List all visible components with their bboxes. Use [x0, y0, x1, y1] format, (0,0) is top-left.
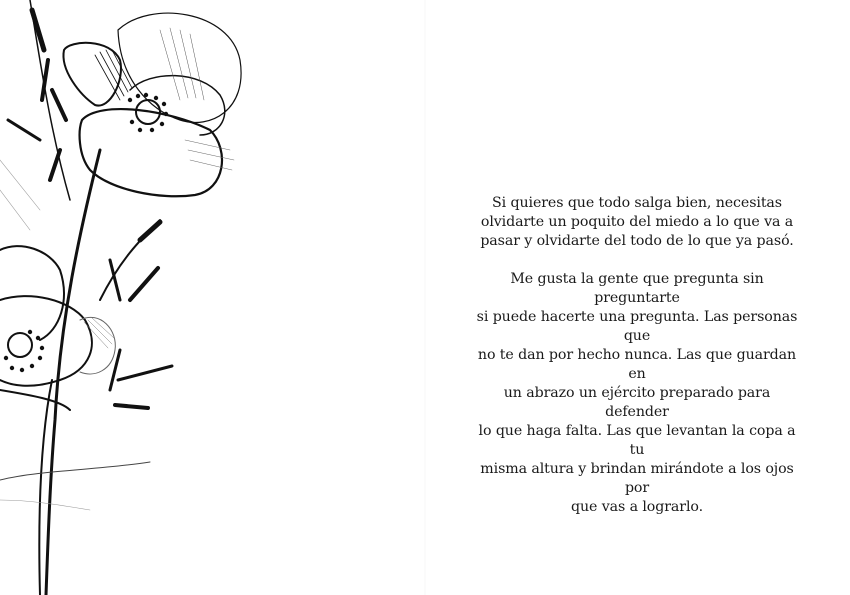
page-gutter — [424, 0, 426, 595]
paragraph-2: Me gusta la gente que pregunta sin preguntarte si puede hacerte una pregunta. Las personas que no te dan por hecho nunca. Las que guardan en un abrazo un ejército preparado para defender lo que haga falta. Las que levantan la copa a tu misma altura y brindan mirándote a los ojos por que vas a lograrlo. — [476, 271, 798, 515]
paragraph-1: Si quieres que todo salga bien, necesitas olvidarte un poquito del miedo a lo que va a pasar y olvidarte del todo de lo que ya pasó. — [480, 195, 794, 249]
poppy-flowers-icon — [0, 0, 260, 595]
page-text — [470, 194, 804, 536]
